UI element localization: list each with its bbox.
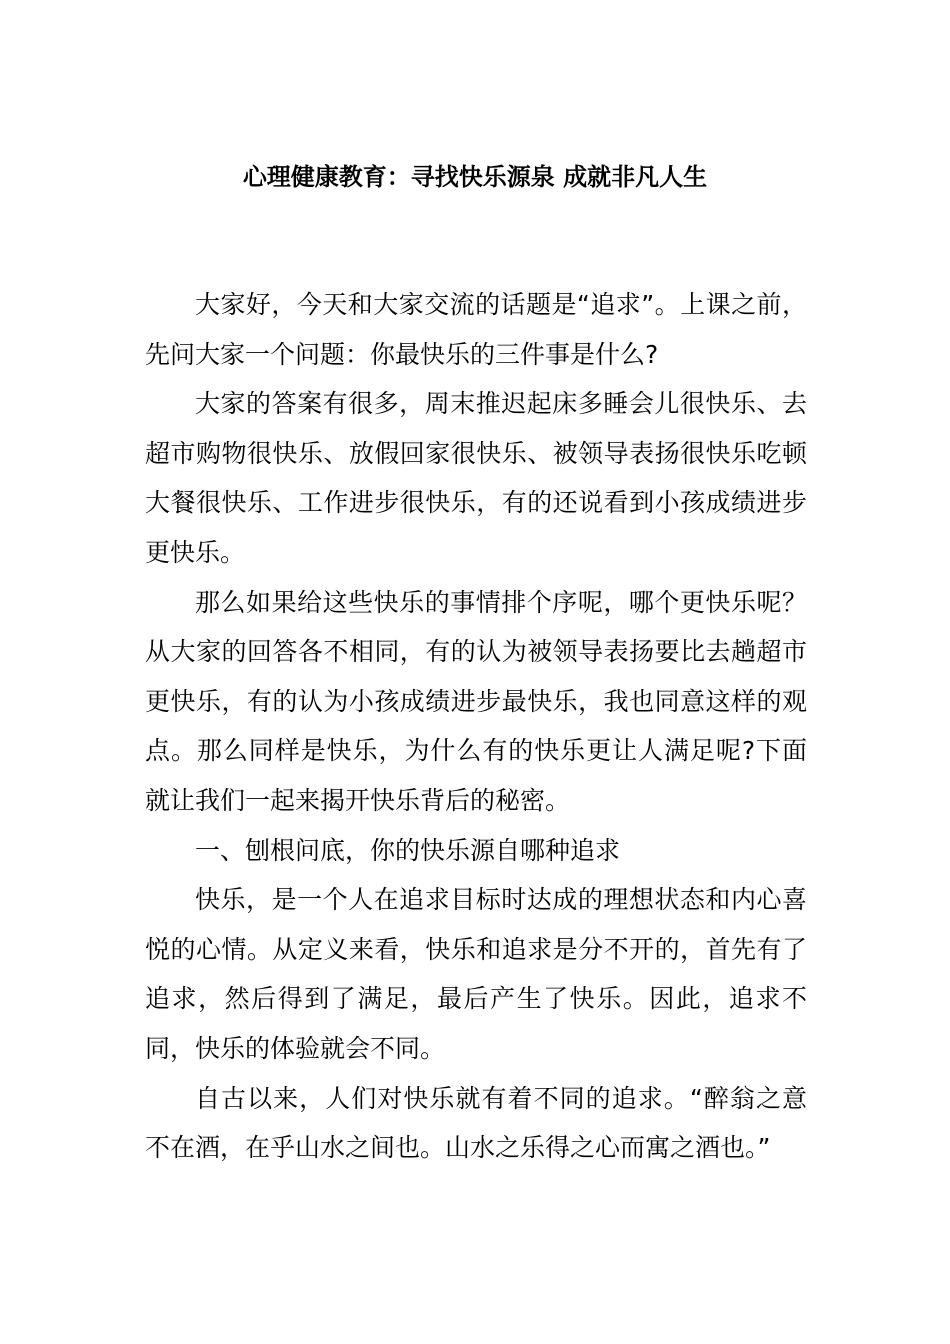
section-heading: 一、刨根问底，你的快乐源自哪种追求 xyxy=(195,835,621,865)
paragraph: 大家的答案有很多，周末推迟起床多睡会儿很快乐、去超市购物很快乐、放假回家很快乐、被领导表扬很快乐吃顿大餐很快乐、工作进步很快乐，有的还说看到小孩成绩进步更快乐。 xyxy=(145,389,807,567)
paragraph: 那么如果给这些快乐的事情排个序呢，哪个更快乐呢？从大家的回答各不相同，有的认为被领导表扬要比去趟超市更快乐，有的认为小孩成绩进步最快乐，我也同意这样的观点。那么同样是快乐，为什么有的快乐更让人满足呢?下面就让我们一起来揭开快乐背后的秘密。 xyxy=(145,587,807,815)
document-title: 心理健康教育：寻找快乐源泉 成就非凡人生 xyxy=(242,163,708,191)
document-body xyxy=(145,280,807,1173)
paragraph: 快乐，是一个人在追求目标时达成的理想状态和内心喜悦的心情。从定义来看，快乐和追求是分不开的，首先有了追求，然后得到了满足，最后产生了快乐。因此，追求不同，快乐的体验就会不同。 xyxy=(145,885,807,1063)
paragraph: 自古以来，人们对快乐就有着不同的追求。“醉翁之意不在酒，在乎山水之间也。山水之乐得之心而寓之酒也。” xyxy=(145,1083,807,1163)
paragraph: 大家好，今天和大家交流的话题是“追求”。上课之前，先问大家一个问题：你最快乐的三件事是什么? xyxy=(145,290,807,369)
